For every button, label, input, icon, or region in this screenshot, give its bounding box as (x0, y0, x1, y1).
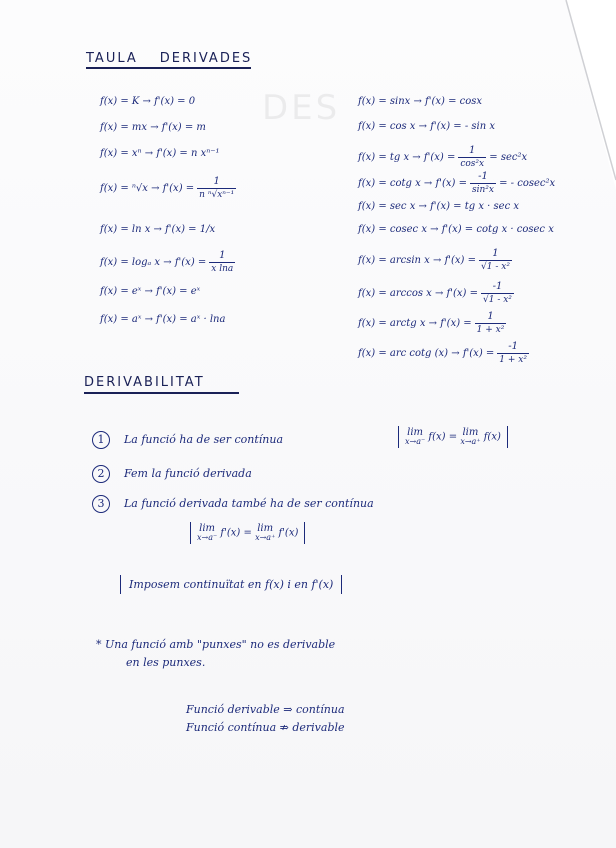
step-2 (92, 465, 252, 483)
step-text: La funció derivada també ha de ser contínua (124, 497, 374, 510)
formula-row (358, 145, 527, 170)
formula-lhs: f(x) = sec x (358, 201, 416, 212)
title-underline (86, 67, 251, 69)
arrow-icon: → (141, 148, 157, 159)
fraction-denominator: x lna (211, 264, 234, 274)
limit-right: lim x→a⁺ (460, 427, 481, 446)
fraction (209, 250, 235, 275)
formula-lhs: f(x) = arcsin x (358, 255, 430, 266)
fraction-numerator: 1 (479, 248, 512, 261)
arrow-icon: → (410, 96, 426, 107)
arrow-icon: → (448, 348, 463, 359)
formula-row (358, 248, 512, 273)
formula-lhs: f(x) = logₐ x (100, 257, 161, 268)
formula-rhs: f'(x) = (462, 348, 495, 359)
equals-sign: = (243, 527, 252, 539)
limit-left: lim x→a⁻ (405, 427, 426, 446)
arrow-icon: → (141, 314, 157, 325)
limit-left-function: f(x) (428, 431, 446, 443)
fraction (481, 281, 514, 306)
formula-row (358, 171, 555, 196)
formula-lhs: f(x) = mx (100, 122, 148, 133)
formula-row (358, 311, 506, 336)
final-line-1: Funció derivable ⇒ contínua (186, 703, 345, 716)
formula-rhs: f'(x) = cotg x · cosec x (441, 224, 554, 235)
formula-rhs: f'(x) = 0 (154, 96, 196, 107)
arrow-icon: → (147, 183, 163, 194)
limit-right-function: f(x) (483, 431, 501, 443)
fraction-numerator: -1 (481, 281, 514, 294)
title-word-taula: TAULA (86, 51, 138, 66)
step-number: 2 (92, 465, 110, 483)
formula-rhs: f'(x) = (435, 178, 467, 189)
fraction (470, 171, 496, 196)
formula-row (358, 96, 482, 108)
formula-tail: = - cosec²x (495, 178, 556, 189)
fraction-denominator: √1 - x² (481, 262, 510, 272)
formula-lhs: f(x) = arc cotg (x) (358, 348, 449, 359)
arrow-icon: → (409, 152, 424, 163)
formula-lhs: f(x) = arccos x (358, 288, 432, 299)
derivabilitat-title: DERIVABILITAT (84, 375, 205, 390)
arrow-icon: → (415, 121, 431, 132)
page-title (86, 51, 252, 66)
formula-rhs: f'(x) = cosx (425, 96, 483, 107)
fraction-numerator: 1 (458, 145, 486, 158)
formula-lhs: f(x) = cotg x (358, 178, 421, 189)
fraction-denominator: 1 + x² (499, 355, 527, 365)
step-text: Fem la funció derivada (124, 467, 252, 480)
arrow-icon: → (425, 318, 441, 329)
fraction-numerator: 1 (197, 176, 236, 189)
formula-rhs: f'(x) = tg x · sec x (430, 201, 519, 212)
fraction-denominator: √1 - x² (483, 295, 512, 305)
arrow-icon: → (150, 224, 166, 235)
formula-lhs: f(x) = ln x (100, 224, 151, 235)
formula-lhs: f(x) = K (100, 96, 140, 107)
formula-lhs: f(x) = cos x (358, 121, 416, 132)
step-1 (92, 431, 283, 449)
limit-right-function: f'(x) (278, 527, 299, 539)
formula-lhs: f(x) = cosec x (358, 224, 427, 235)
formula-row (358, 201, 519, 213)
ghost-watermark-text: DES (262, 88, 341, 128)
arrow-icon: → (141, 286, 157, 297)
formula-rhs: f'(x) = (174, 257, 207, 268)
formula-row (100, 286, 200, 298)
fraction (497, 341, 529, 366)
fraction-numerator: -1 (497, 341, 529, 354)
formula-tail: = sec²x (486, 152, 528, 163)
formula-rhs: f'(x) = - sin x (430, 121, 495, 132)
formula-rhs: f'(x) = (444, 255, 477, 266)
formula-rhs: f'(x) = (423, 152, 456, 163)
formula-row (100, 122, 206, 134)
formula-lhs: f(x) = xⁿ (100, 148, 142, 159)
fraction-numerator: 1 (475, 311, 507, 324)
formula-lhs: f(x) = tg x (358, 152, 410, 163)
fraction (479, 248, 512, 273)
formula-row (358, 281, 514, 306)
formula-row (358, 121, 495, 133)
derivative-limit-box (190, 522, 305, 544)
step-3 (92, 495, 374, 513)
step-number: 3 (92, 495, 110, 513)
note-line-1: * Una funció amb "punxes" no es derivable (96, 638, 336, 651)
formula-row (100, 148, 220, 160)
equals-sign: = (448, 431, 458, 443)
formula-rhs: f'(x) = aˣ · lna (156, 314, 226, 325)
formula-row (100, 96, 195, 108)
formula-lhs: f(x) = arctg x (358, 318, 426, 329)
formula-row (100, 250, 235, 275)
arrow-icon: → (415, 201, 431, 212)
formula-lhs: f(x) = aˣ (100, 314, 142, 325)
fraction-denominator: 1 + x² (476, 325, 505, 335)
step-number: 1 (92, 431, 110, 449)
fraction-numerator: -1 (470, 171, 496, 184)
formula-row (100, 314, 225, 326)
formula-rhs: f'(x) = (162, 183, 195, 194)
formula-rhs: f'(x) = n xⁿ⁻¹ (156, 148, 220, 159)
continuity-summary-box: Imposem continuïtat en f(x) i en f'(x) (120, 575, 342, 594)
formula-row (358, 224, 554, 236)
formula-rhs: f'(x) = m (161, 122, 206, 133)
fraction-denominator: cos²x (460, 159, 485, 169)
fraction (197, 176, 236, 201)
formula-row (358, 341, 529, 366)
final-line-2: Funció contínua ⇏ derivable (186, 721, 345, 734)
continuity-limit-box (398, 426, 508, 448)
formula-row (100, 176, 236, 201)
arrow-icon: → (147, 122, 162, 133)
formula-lhs: f(x) = sinx (358, 96, 411, 107)
formula-rhs: f'(x) = eˣ (156, 286, 201, 297)
formula-rhs: f'(x) = 1/x (165, 224, 216, 235)
arrow-icon: → (426, 224, 442, 235)
formula-rhs: f'(x) = (446, 288, 478, 299)
fraction (475, 311, 507, 336)
formula-lhs: f(x) = eˣ (100, 286, 142, 297)
page-fold (546, 0, 616, 190)
limit-right: lim x→a⁺ (255, 523, 276, 542)
arrow-icon: → (429, 255, 445, 266)
title-word-derivades: DERIVADES (159, 51, 253, 66)
note-line-2: en les punxes. (126, 656, 206, 669)
fraction (458, 145, 486, 170)
formula-rhs: f'(x) = (440, 318, 472, 329)
fraction-numerator: 1 (209, 250, 235, 263)
arrow-icon: → (160, 257, 175, 268)
arrow-icon: → (420, 178, 436, 189)
derivabilitat-underline (84, 392, 239, 394)
arrow-icon: → (139, 96, 155, 107)
arrow-icon: → (431, 288, 447, 299)
formula-lhs: f(x) = ⁿ√x (100, 183, 148, 194)
fraction-denominator: sin²x (471, 185, 494, 195)
limit-left: lim x→a⁻ (197, 523, 218, 542)
fraction-denominator: n ⁿ√xⁿ⁻¹ (199, 190, 235, 200)
step-text: La funció ha de ser contínua (124, 433, 284, 446)
limit-left-function: f'(x) (220, 527, 241, 539)
formula-row (100, 224, 215, 236)
